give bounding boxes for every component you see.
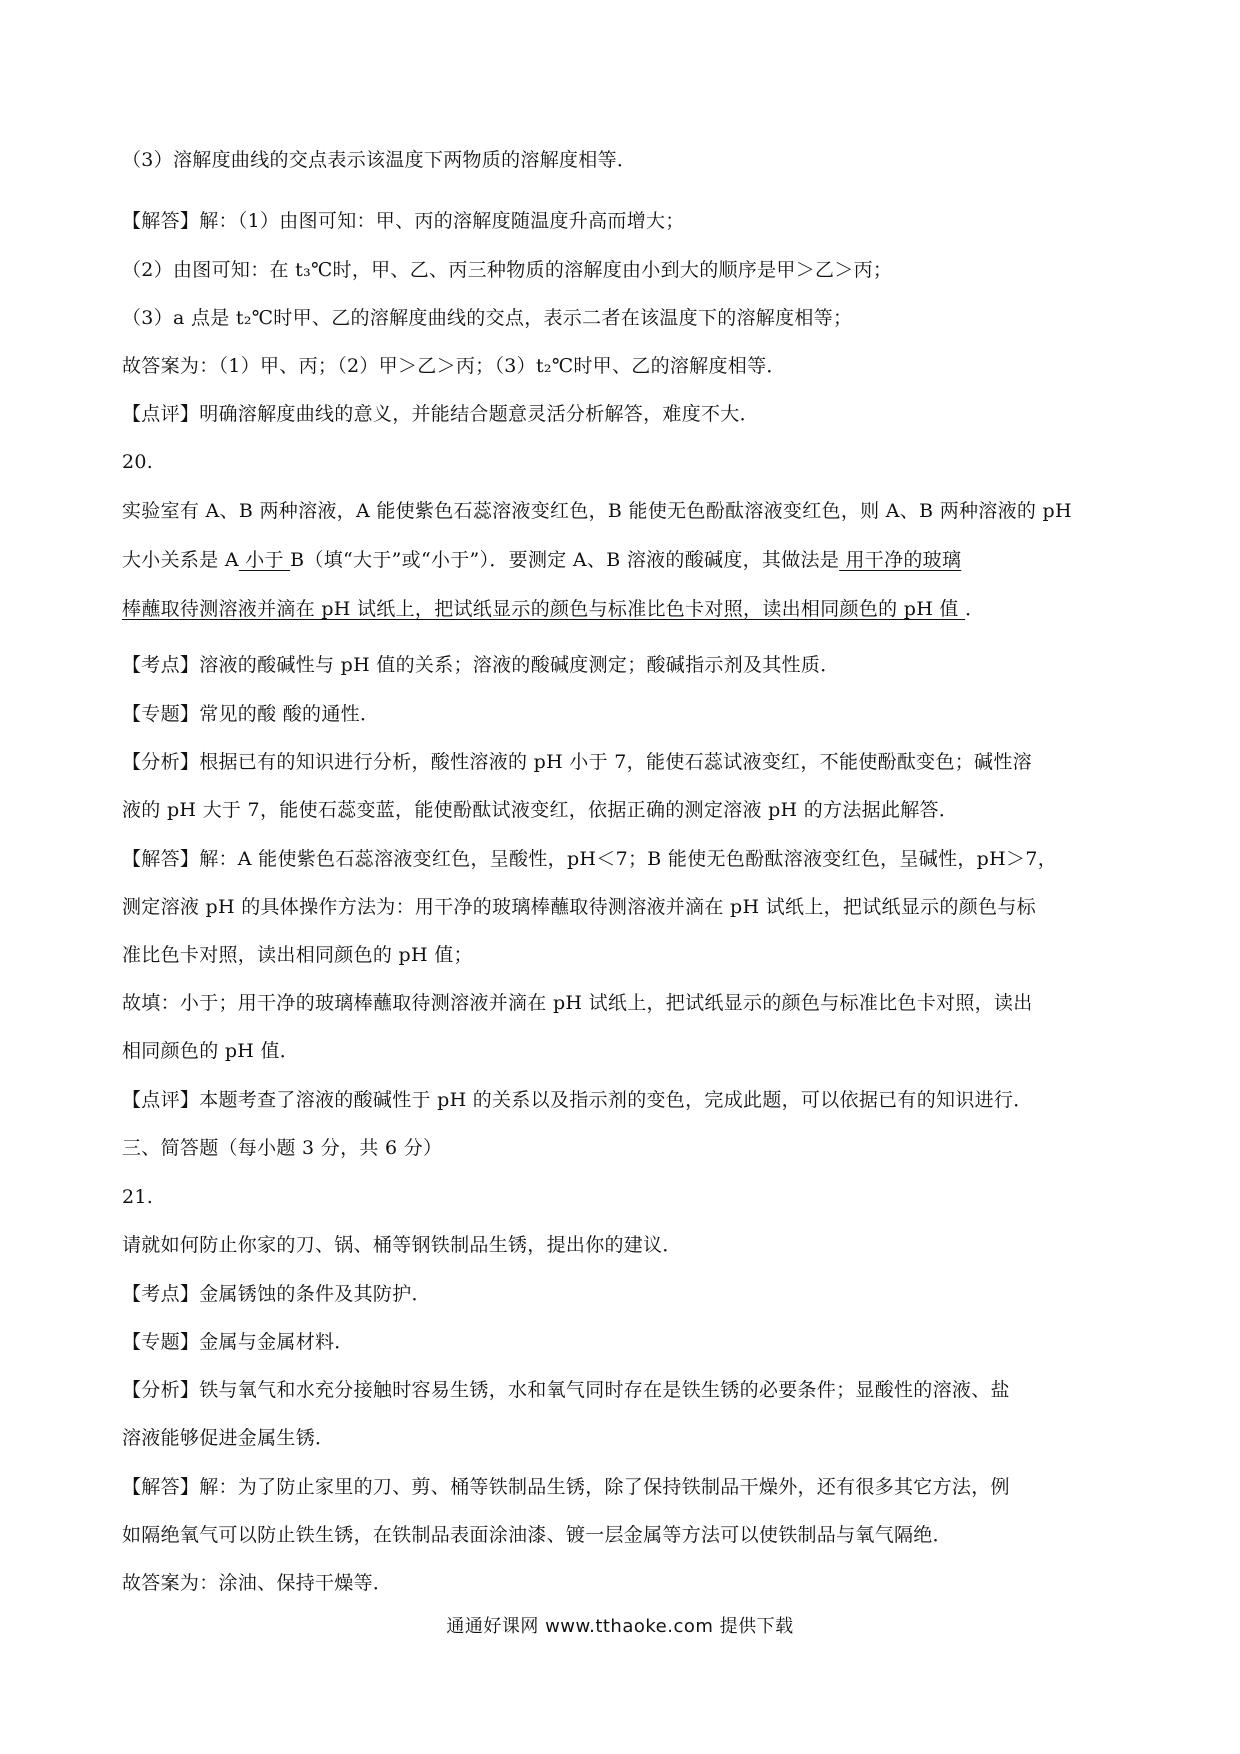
text-line: 实验室有 A、B 两种溶液，A 能使紫色石蕊溶液变红色，B 能使无色酚酞溶液变红色，则 A、B 两种溶液的 pH — [122, 500, 1072, 522]
text-line: 【点评】本题考查了溶液的酸碱性于 pH 的关系以及指示剂的变色，完成此题，可以依据已有的知识进行． — [122, 1089, 1033, 1111]
text-fragment: 大小关系是 A — [122, 549, 239, 571]
text-line: 如隔绝氧气可以防止铁生锈，在铁制品表面涂油漆、镀一层金属等方法可以使铁制品与氧气隔绝． — [122, 1524, 952, 1546]
text-line: 【专题】常见的酸 酸的通性． — [122, 703, 380, 725]
text-line: 【解答】解：为了防止家里的刀、剪、桶等铁制品生锈，除了保持铁制品干燥外，还有很多其它方法，例 — [122, 1476, 1010, 1498]
question-number: 20. — [122, 451, 154, 473]
text-line: 【考点】金属锈蚀的条件及其防护． — [122, 1283, 431, 1305]
text-line: （2）由图可知：在 t₃℃时，甲、乙、丙三种物质的溶解度由小到大的顺序是甲＞乙＞丙； — [122, 259, 893, 281]
question-number: 21. — [122, 1186, 154, 1208]
text-line: 【解答】解：A 能使紫色石蕊溶液变红色，呈酸性，pH＜7；B 能使无色酚酞溶液变红色，呈碱性，pH＞7， — [122, 848, 1058, 870]
text-line: 液的 pH 大于 7，能使石蕊变蓝，能使酚酞试液变红，依据正确的测定溶液 pH 的方法据此解答． — [122, 799, 959, 821]
text-line: 【专题】金属与金属材料． — [122, 1331, 354, 1353]
section-heading: 三、简答题（每小题 3 分，共 6 分） — [122, 1137, 443, 1159]
text-line: 【点评】明确溶解度曲线的意义，并能结合题意灵活分析解答，难度不大． — [122, 403, 759, 425]
text-fragment: ． — [965, 598, 985, 620]
text-line: 故填：小于；用干净的玻璃棒蘸取待测溶液并滴在 pH 试纸上，把试纸显示的颜色与标准比色卡对照，读出 — [122, 992, 1033, 1014]
text-line: 故答案为：（1）甲、丙；（2）甲＞乙＞丙；（3）t₂℃时甲、乙的溶解度相等． — [122, 355, 786, 377]
text-line: 溶液能够促进金属生锈． — [122, 1427, 335, 1449]
text-line: 测定溶液 pH 的具体操作方法为：用干净的玻璃棒蘸取待测溶液并滴在 pH 试纸上，把试纸显示的颜色与标 — [122, 896, 1036, 918]
text-line: 故答案为：涂油、保持干燥等． — [122, 1572, 393, 1594]
text-line: （3）溶解度曲线的交点表示该温度下两物质的溶解度相等． — [122, 149, 637, 171]
text-fragment: B（填“大于”或“小于”）．要测定 A、B 溶液的酸碱度，其做法是 — [290, 549, 840, 571]
page-footer: 通通好课网 www.tthaoke.com 提供下载 — [446, 1616, 794, 1637]
text-line: 【考点】溶液的酸碱性与 pH 值的关系；溶液的酸碱度测定；酸碱指示剂及其性质． — [122, 654, 840, 676]
answer-blank: 棒蘸取待测溶液并滴在 pH 试纸上，把试纸显示的颜色与标准比色卡对照，读出相同颜色的 pH 值 — [122, 598, 966, 620]
answer-blank: 用干净的玻璃 — [839, 549, 962, 571]
text-line: 相同颜色的 pH 值． — [122, 1040, 300, 1062]
text-line — [122, 594, 1132, 624]
text-line: （3）a 点是 t₂℃时甲、乙的溶解度曲线的交点，表示二者在该温度下的溶解度相等； — [122, 307, 853, 329]
text-line: 【分析】铁与氧气和水充分接触时容易生锈，水和氧气同时存在是铁生锈的必要条件；显酸性的溶液、盐 — [122, 1379, 1010, 1401]
text-line: 请就如何防止你家的刀、锅、桶等钢铁制品生锈，提出你的建议． — [122, 1234, 682, 1256]
answer-blank: 小于 — [238, 549, 291, 571]
text-line — [122, 545, 1132, 575]
text-line: 【解答】解：（1）由图可知：甲、丙的溶解度随温度升高而增大； — [122, 210, 685, 232]
text-line: 【分析】根据已有的知识进行分析，酸性溶液的 pH 小于 7，能使石蕊试液变红，不能使酚酞变色；碱性溶 — [122, 751, 1032, 773]
text-line: 准比色卡对照，读出相同颜色的 pH 值； — [122, 944, 473, 966]
